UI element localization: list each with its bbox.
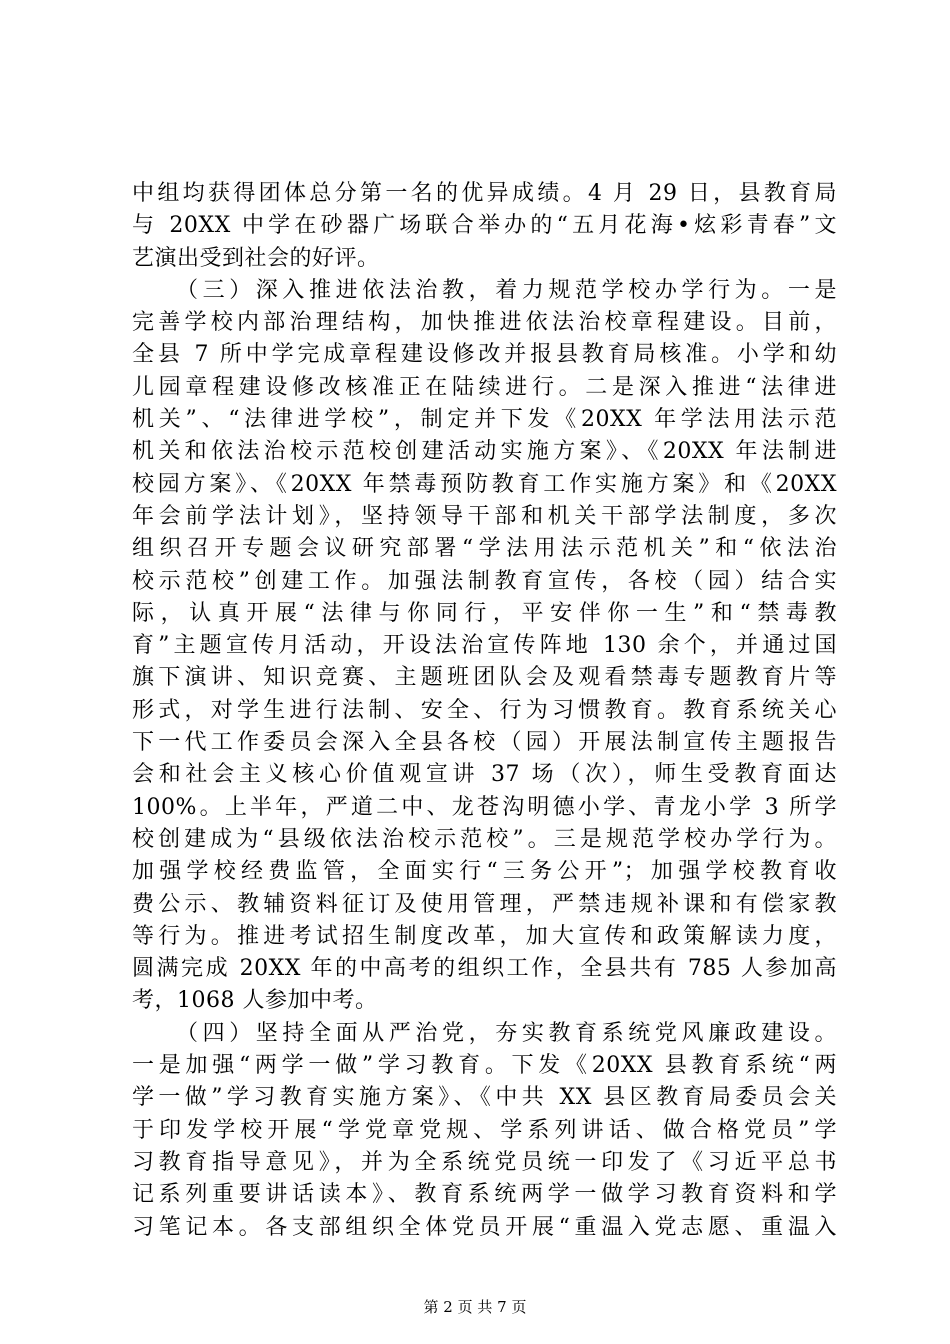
text-line: 完善学校内部治理结构，加快推进依法治校章程建设。目前， <box>132 310 837 336</box>
text-line: 学一做”学习教育实施方案》、《中共 XX 县区教育局委员会关 <box>132 1085 837 1111</box>
text-line: 记系列重要讲话读本》、教育系统两学一做学习教育资料和学 <box>132 1182 837 1208</box>
text-line: 中组均获得团体总分第一名的优异成绩。4 月 29 日，县教育局 <box>132 181 837 206</box>
text-line: 艺演出受到社会的好评。 <box>132 245 380 271</box>
text-line: 与 20XX 中学在砂器广场联合举办的“五月花海•炫彩青春”文 <box>132 213 837 239</box>
text-line: 加强学校经费监管，全面实行“三务公开”；加强学校教育收 <box>132 859 837 885</box>
section-heading-line: （三）深入推进依法治教，着力规范学校办学行为。一是 <box>176 277 837 303</box>
text-line: 校创建成为“县级依法治校示范校”。三是规范学校办学行为。 <box>132 826 837 852</box>
text-line: 机关和依法治校示范校创建活动实施方案》、《20XX 年法制进 <box>132 439 837 465</box>
text-line: 于印发学校开展“学党章党规、学系列讲话、做合格党员”学 <box>132 1117 837 1143</box>
text-line: 等行为。推进考试招生制度改革，加大宣传和政策解读力度， <box>132 923 837 949</box>
text-line: 校示范校”创建工作。加强法制教育宣传，各校（园）结合实 <box>132 568 837 594</box>
text-line: 年会前学法计划》，坚持领导干部和机关干部学法制度，多次 <box>132 503 837 529</box>
body-text <box>132 178 837 1244</box>
text-line: 际，认真开展“法律与你同行，平安伴你一生”和“禁毒教 <box>132 600 837 626</box>
text-line: 费公示、教辅资料征订及使用管理，严禁违规补课和有偿家教 <box>132 891 837 917</box>
text-line: 习教育指导意见》，并为全系统党员统一印发了《习近平总书 <box>132 1149 837 1175</box>
text-line: 机关”、“法律进学校”，制定并下发《20XX 年学法用法示范 <box>132 407 837 433</box>
text-line: 育”主题宣传月活动，开设法治宣传阵地 130 余个，并通过国 <box>132 633 837 659</box>
text-line: 考，1068 人参加中考。 <box>132 988 378 1014</box>
text-line: 旗下演讲、知识竞赛、主题班团队会及观看禁毒专题教育片等 <box>132 665 837 691</box>
text-line: 100%。上半年，严道二中、龙苍沟明德小学、青龙小学 3 所学 <box>132 794 837 820</box>
page-number-footer: 第 2 页 共 7 页 <box>423 1298 527 1316</box>
text-line: 组织召开专题会议研究部署“学法用法示范机关”和“依法治 <box>132 536 837 562</box>
section-heading-line: （四）坚持全面从严治党，夯实教育系统党风廉政建设。 <box>176 1020 837 1046</box>
text-line: 习笔记本。各支部组织全体党员开展“重温入党志愿、重温入 <box>132 1214 837 1240</box>
text-line: 形式，对学生进行法制、安全、行为习惯教育。教育系统关心 <box>132 697 837 723</box>
text-line: 圆满完成 20XX 年的中高考的组织工作，全县共有 785 人参加高 <box>132 956 837 982</box>
text-line: 校园方案》、《20XX 年禁毒预防教育工作实施方案》和《20XX <box>132 471 837 497</box>
text-line: 会和社会主义核心价值观宣讲 37 场（次），师生受教育面达 <box>132 762 837 788</box>
text-line: 全县 7 所中学完成章程建设修改并报县教育局核准。小学和幼 <box>132 342 837 368</box>
text-line: 一是加强“两学一做”学习教育。下发《20XX 县教育系统“两 <box>132 1053 837 1079</box>
text-line: 下一代工作委员会深入全县各校（园）开展法制宣传主题报告 <box>132 730 837 756</box>
text-line: 儿园章程建设修改核准正在陆续进行。二是深入推进“法律进 <box>132 374 837 400</box>
